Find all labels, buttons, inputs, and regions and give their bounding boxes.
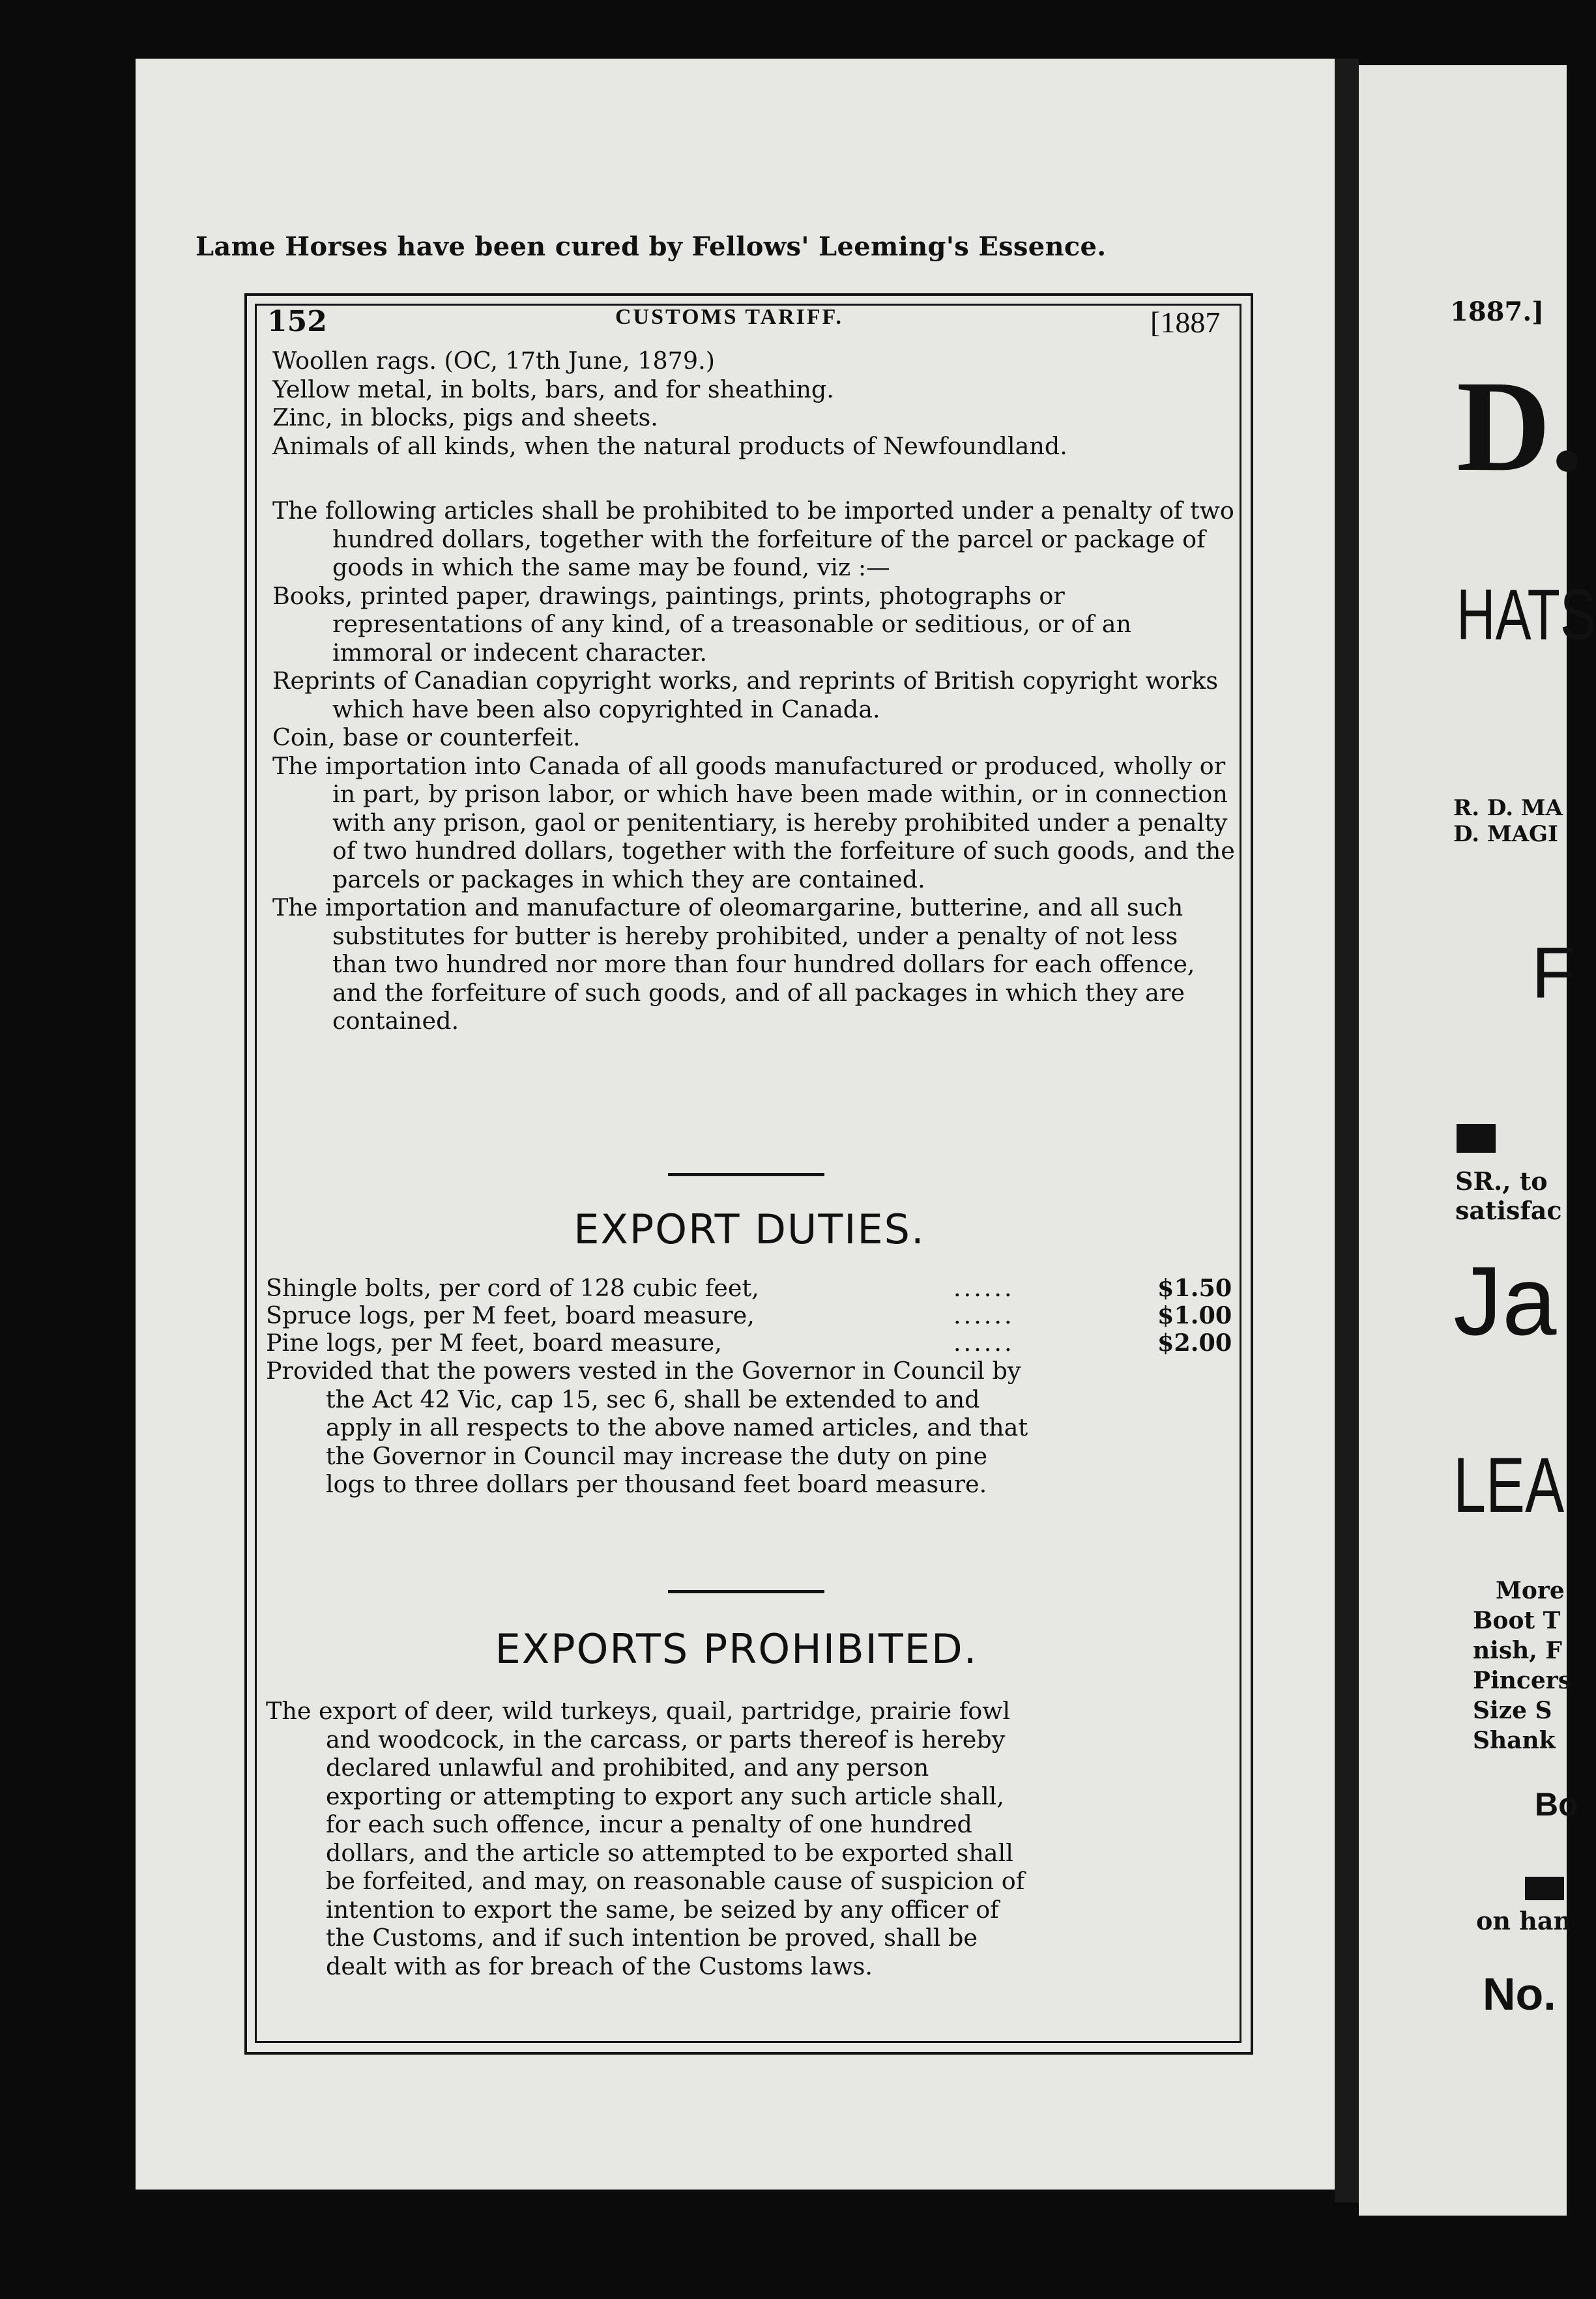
prohibited-item: Coin, base or counterfeit. <box>272 723 581 751</box>
running-title: CUSTOMS TARIFF. <box>615 305 843 329</box>
duty-label: Spruce logs, per M feet, board measure, <box>266 1301 755 1329</box>
exports-prohibited-text: The export of deer, wild turkeys, quail, partridge, prairie fowl and woodcock, in the carcass, or parts thereof is hereby declared unlawful and prohibited, and any person exporting or attempting to export any such article shall, for each such offence, incur a penalty of one hundred dollars, and the article so attempted to be exported shall be forfeited, and may, on reasonable cause of suspicion of intention to export the same, be seized by any officer of the Customs, and if such intention be proved, shall be dealt with as for breach of the Customs laws. <box>266 1697 1025 1980</box>
adjacent-list-item: Pincers <box>1473 1667 1571 1694</box>
running-year: [1887 <box>1150 306 1221 339</box>
adjacent-list-item: Shank <box>1473 1727 1556 1754</box>
adjacent-big-letter: D. <box>1457 354 1584 499</box>
prohibited-item: Books, printed paper, drawings, paintings, prints, photographs or representations of any kind, of a treasonable or seditious, or of an immoral or indecent character. <box>272 581 1132 667</box>
prohibited-item: The importation into Canada of all goods manufactured or produced, wholly or in part, by prison labor, or which have been made within, or in connection with any prison, gaol or penitentiary, is hereby prohibited under a penalty of two hundred dollars, together with the forfeiture of such goods, and the parcels or packages in which they are contained. <box>272 751 1235 893</box>
leader-dots: ...... <box>953 1301 1015 1329</box>
adjacent-name: R. D. MA <box>1453 795 1563 821</box>
duty-amount: $1.00 <box>1157 1301 1232 1329</box>
duty-row <box>266 1274 1237 1301</box>
duty-amount: $1.50 <box>1157 1274 1232 1302</box>
adjacent-list-item: Boot T <box>1473 1607 1561 1634</box>
tariff-item: Woollen rags. (OC, 17th June, 1879.) <box>272 347 715 375</box>
adjacent-sr-line: SR., to <box>1455 1166 1548 1196</box>
duty-amount: $2.00 <box>1157 1329 1232 1357</box>
leader-dots: ...... <box>953 1274 1015 1302</box>
adjacent-hats: HATS <box>1457 575 1596 655</box>
adjacent-ja: Ja <box>1453 1246 1557 1355</box>
export-duties-proviso: Provided that the powers vested in the Governor in Council by the Act 42 Vic, cap 15, sec 6, shall be extended to and apply in all respects to the above named articles, and that the Governor in Council may increase the duty on pine logs to three dollars per thousand feet board measure. <box>266 1357 1028 1498</box>
page-number: 152 <box>267 305 327 338</box>
adjacent-satisfac: satisfac <box>1455 1196 1562 1225</box>
adjacent-list-item: Size S <box>1473 1697 1552 1724</box>
prohibited-intro: The following articles shall be prohibited to be imported under a penalty of two hundred dollars, together with the forfeiture of the parcel or package of goods in which the same may be found, viz :— <box>272 497 1234 581</box>
export-duties-proviso-block <box>266 1357 1032 1499</box>
adjacent-name: D. MAGI <box>1453 821 1558 847</box>
tariff-items <box>272 347 1237 460</box>
adjacent-bo: Bo <box>1535 1786 1578 1823</box>
pointing-hand-icon <box>1457 1124 1496 1153</box>
export-duties-table <box>266 1274 1237 1356</box>
tariff-item: Animals of all kinds, when the natural products of Newfoundland. <box>272 431 1067 460</box>
adjacent-letter-f: F <box>1531 933 1576 1013</box>
exports-prohibited-title: EXPORTS PROHIBITED. <box>495 1625 978 1673</box>
adjacent-list-item: nish, F <box>1473 1637 1562 1664</box>
adjacent-no: No. <box>1483 1969 1556 2019</box>
duty-label: Shingle bolts, per cord of 128 cubic feet, <box>266 1274 759 1302</box>
pointing-hand-icon <box>1525 1877 1564 1900</box>
adjacent-year: 1887.] <box>1450 296 1545 327</box>
duty-row <box>266 1301 1237 1329</box>
advertisement-headline: Lame Horses have been cured by Fellows' Leeming's Essence. <box>196 231 1107 262</box>
leader-dots: ...... <box>953 1329 1015 1357</box>
exports-prohibited-block <box>266 1697 1032 1980</box>
duty-row <box>266 1329 1237 1356</box>
prohibited-item: Reprints of Canadian copyright works, and reprints of British copyright works which have been also copyrighted in Canada. <box>272 667 1219 723</box>
adjacent-list-item: More <box>1496 1577 1565 1604</box>
export-duties-title: EXPORT DUTIES. <box>573 1206 925 1253</box>
adjacent-lea: LEA <box>1453 1441 1565 1529</box>
page-gutter <box>1335 59 1359 2203</box>
section-rule <box>668 1173 824 1176</box>
adjacent-on-han: on han <box>1476 1906 1572 1935</box>
adjacent-page <box>1359 65 1596 2216</box>
tariff-item: Zinc, in blocks, pigs and sheets. <box>272 403 658 431</box>
section-rule <box>668 1590 824 1593</box>
tariff-item: Yellow metal, in bolts, bars, and for sheathing. <box>272 375 834 403</box>
prohibited-item: The importation and manufacture of oleomargarine, butterine, and all such substitutes for butter is hereby prohibited, under a penalty of not less than two hundred nor more than four hundred dollars for each offence, and the forfeiture of such goods, and of all packages in which they are contained. <box>272 893 1195 1035</box>
duty-label: Pine logs, per M feet, board measure, <box>266 1329 722 1357</box>
prohibited-imports-section <box>272 497 1237 1035</box>
